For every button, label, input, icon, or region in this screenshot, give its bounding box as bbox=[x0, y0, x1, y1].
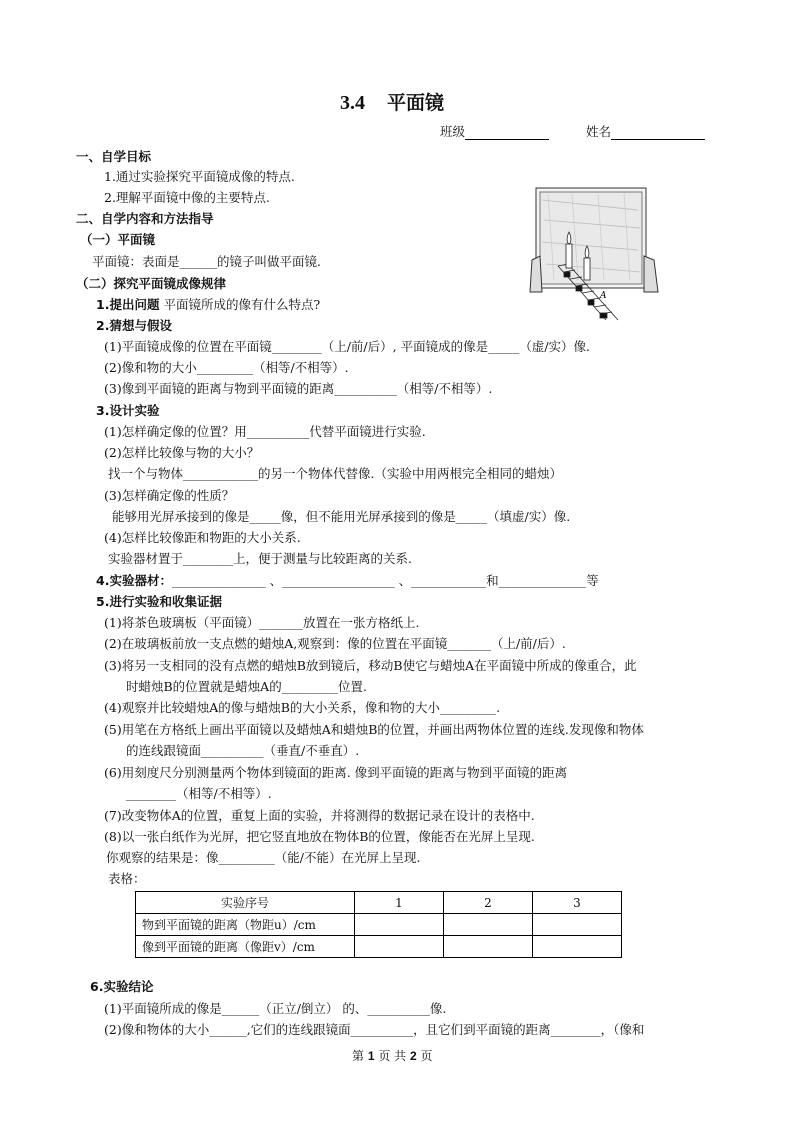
page-footer bbox=[352, 1047, 433, 1064]
q1-heading: 1.提出问题 bbox=[96, 297, 160, 312]
q3-line-2: (2)怎样比较像与物的大小？ bbox=[104, 445, 260, 460]
q5-heading: 5.进行实验和收集证据 bbox=[96, 594, 222, 609]
q4-line bbox=[96, 571, 599, 589]
q1-line bbox=[96, 295, 320, 313]
class-blank[interactable] bbox=[465, 126, 549, 140]
q5-line-1: (1)将茶色玻璃板（平面镜）_______放置在一张方格纸上. bbox=[104, 615, 420, 630]
title-number: 3.4 bbox=[340, 92, 365, 114]
name-field[interactable] bbox=[586, 122, 705, 140]
q3-line-1: (1)怎样确定像的位置？用__________代替平面镜进行实验. bbox=[104, 424, 426, 439]
q5-line-3: (3)将另一支相同的没有点燃的蜡烛B放到镜后，移动B使它与蜡烛A在平面镜中所成的像重合，此 bbox=[104, 658, 637, 673]
s1-item-2: 2.理解平面镜中像的主要特点. bbox=[104, 190, 270, 205]
label-a: A bbox=[600, 291, 607, 301]
q4-text: _______________ 、__________________ 、____________和______________等 bbox=[171, 573, 599, 588]
name-label: 姓名 bbox=[586, 124, 612, 139]
title-text: 平面镜 bbox=[387, 92, 445, 114]
footer-pre: 第 bbox=[352, 1049, 365, 1063]
table-cell[interactable] bbox=[533, 936, 622, 958]
q2-item-3: (3)像到平面镜的距离与物到平面镜的距离__________（相等/不相等）. bbox=[104, 381, 493, 396]
q3-line-3: 找一个与物体____________的另一个物体代替像.（实验中用两根完全相同的蜡烛） bbox=[108, 466, 562, 481]
q2-heading: 2.猜想与假设 bbox=[96, 318, 172, 333]
stand-right bbox=[644, 256, 658, 292]
row-label: 像到平面镜的距离（像距v）/cm bbox=[136, 936, 355, 958]
q6-line-1: (1)平面镜所成的像是______（正立/倒立） 的、__________像. bbox=[104, 1001, 447, 1016]
sub2-heading: （二）探究平面镜成像规律 bbox=[76, 276, 227, 291]
q5-line-2: (2)在玻璃板前放一支点燃的蜡烛A,观察到：像的位置在平面镜_______（上/前/后）. bbox=[104, 636, 566, 651]
q4-heading: 4.实验器材： bbox=[96, 573, 172, 588]
table-header-cell: 2 bbox=[444, 892, 533, 914]
table-row bbox=[136, 914, 622, 936]
name-blank[interactable] bbox=[611, 126, 705, 140]
glass-plate bbox=[536, 188, 646, 288]
stand-left bbox=[530, 256, 542, 292]
section1-heading: 一、自学目标 bbox=[76, 149, 152, 164]
table-header-cell: 实验序号 bbox=[136, 892, 355, 914]
table-row bbox=[136, 936, 622, 958]
table-cell[interactable] bbox=[533, 914, 622, 936]
q5-line-9: ________（相等/不相等）. bbox=[126, 786, 272, 801]
table-cell[interactable] bbox=[444, 936, 533, 958]
table-header-row bbox=[136, 892, 622, 914]
q5-line-8: (6)用刻度尺分别测量两个物体到镜面的距离. 像到平面镜的距离与物到平面镜的距离 bbox=[104, 765, 568, 780]
q3-line-6: (4)怎样比较像距和物距的大小关系. bbox=[104, 530, 301, 545]
table-cell[interactable] bbox=[444, 914, 533, 936]
q5-line-12: 你观察的结果是：像_________（能/不能）在光屏上呈现. bbox=[106, 850, 421, 865]
footer-mid: 页 共 bbox=[378, 1049, 407, 1063]
footer-total-pages: 2 bbox=[410, 1049, 417, 1063]
q5-line-6: (5)用笔在方格纸上画出平面镜以及蜡烛A和蜡烛B的位置，并画出两物体位置的连线.发现像和物体 bbox=[104, 722, 644, 737]
class-label: 班级 bbox=[440, 124, 466, 139]
q3-line-5: 能够用光屏承接到的像是_____像，但不能用光屏承接到的像是_____（填虚/实）像. bbox=[112, 509, 571, 524]
q2-item-1: (1)平面镜成像的位置在平面镜________（上/前/后）, 平面镜成的像是_____（虚/实）像. bbox=[104, 339, 591, 354]
footer-page-number: 1 bbox=[367, 1049, 375, 1063]
candle-a bbox=[584, 246, 590, 280]
candle-b bbox=[566, 232, 572, 268]
table-cell[interactable] bbox=[355, 936, 444, 958]
table-header-cell: 1 bbox=[355, 892, 444, 914]
section2-heading: 二、自学内容和方法指导 bbox=[76, 211, 214, 226]
experiment-table bbox=[135, 891, 622, 958]
sub1-text: 平面镜：表面是______的镜子叫做平面镜. bbox=[92, 254, 321, 269]
q5-line-5: (4)观察并比较蜡烛A的像与蜡烛B的大小关系，像和物的大小_________. bbox=[104, 700, 501, 715]
sub1-heading: （一）平面镜 bbox=[80, 232, 156, 247]
q6-line-2: (2)像和物体的大小______,它们的连线跟镜面__________，且它们到平面镜的距离________，（像和 bbox=[104, 1022, 645, 1037]
q3-line-7: 实验器材置于________上，便于测量与比较距离的关系. bbox=[108, 551, 412, 566]
q6-heading: 6.实验结论 bbox=[90, 979, 154, 994]
table-cell[interactable] bbox=[355, 914, 444, 936]
page-title bbox=[340, 88, 444, 115]
q5-line-4: 时蜡烛B的位置就是蜡烛A的_________位置. bbox=[126, 679, 367, 694]
mirror-experiment-illustration bbox=[528, 180, 660, 326]
q3-heading: 3.设计实验 bbox=[96, 403, 160, 418]
q5-line-11: (8)以一张白纸作为光屏，把它竖直地放在物体B的位置，像能否在光屏上呈现. bbox=[104, 829, 535, 844]
s1-item-1: 1.通过实验探究平面镜成像的特点. bbox=[104, 169, 295, 184]
q5-line-13: 表格： bbox=[108, 871, 146, 886]
q3-line-4: (3)怎样确定像的性质？ bbox=[104, 488, 235, 503]
q1-text: 平面镜所成的像有什么特点? bbox=[163, 297, 321, 312]
q5-line-10: (7)改变物体A的位置，重复上面的实验，并将测得的数据记录在设计的表格中. bbox=[104, 808, 535, 823]
row-label: 物到平面镜的距离（物距u）/cm bbox=[136, 914, 355, 936]
class-field[interactable] bbox=[440, 122, 549, 140]
q5-line-7: 的连线跟镜面__________（垂直/不垂直）. bbox=[126, 743, 360, 758]
table-header-cell: 3 bbox=[533, 892, 622, 914]
q2-item-2: (2)像和物的大小_________（相等/不相等）. bbox=[104, 360, 349, 375]
footer-post: 页 bbox=[420, 1049, 433, 1063]
